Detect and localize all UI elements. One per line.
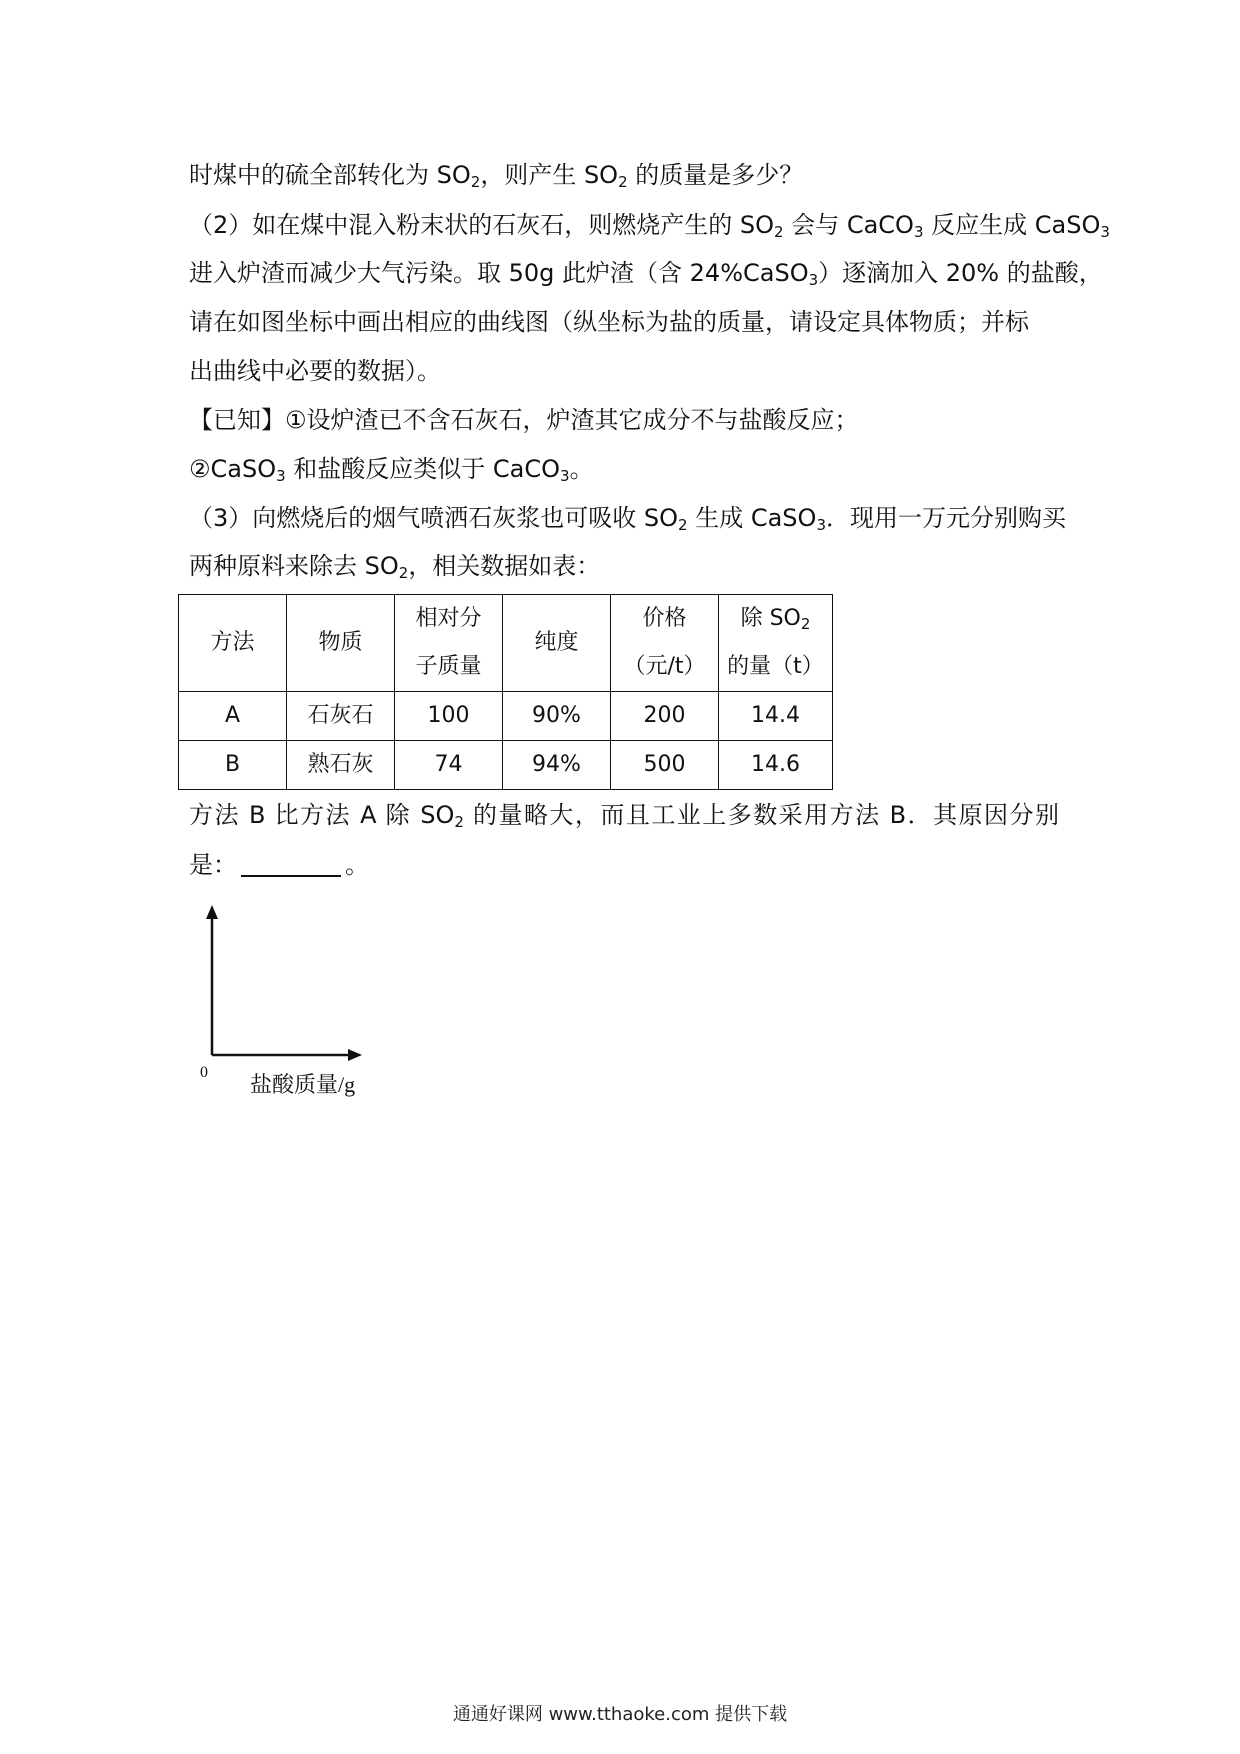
- text-run: ，相关数据如表：: [408, 552, 601, 580]
- text-run: ）逐滴加入 20% 的盐酸，: [818, 259, 1103, 287]
- subscript: 2: [470, 173, 481, 191]
- subscript: 2: [398, 564, 409, 582]
- text-run: （3）向燃烧后的烟气喷洒石灰浆也可吸收 SO: [189, 504, 679, 532]
- header-price: 价格 （元/t）: [611, 595, 719, 692]
- question-2-line-1: [189, 210, 1110, 241]
- table-cell: 熟石灰: [287, 741, 395, 790]
- x-axis-label: 盐酸质量/g: [250, 1072, 356, 1097]
- text-run: （2）如在煤中混入粉末状的石灰石，则燃烧产生的 SO: [189, 211, 775, 239]
- origin-label: 0: [200, 1064, 208, 1081]
- header-substance: 物质: [287, 595, 395, 692]
- text-run: 。: [345, 851, 369, 879]
- table-cell: 石灰石: [287, 692, 395, 741]
- answer-blank[interactable]: [241, 849, 341, 877]
- known-condition-1: 【已知】①设炉渣已不含石灰石，炉渣其它成分不与盐酸反应；: [189, 406, 859, 434]
- subscript: 3: [816, 516, 826, 534]
- blank-coordinate-axes: [190, 905, 390, 1105]
- text-run: 是：: [189, 851, 237, 879]
- question-2-line-4: 出曲线中必要的数据）。: [189, 357, 441, 385]
- text-run: 方法 B 比方法 A 除 SO: [189, 801, 455, 829]
- subscript: 3: [276, 467, 286, 485]
- text-run: 的量略大，而且工业上多数采用方法 B．其原因分别: [463, 801, 1059, 829]
- header-method: 方法: [179, 595, 287, 692]
- text-run: 进入炉渣而减少大气污染。取 50g 此炉渣（含 24%CaSO: [189, 259, 809, 287]
- known-condition-2: [189, 454, 1059, 484]
- x-axis-arrow: [348, 1049, 362, 1061]
- table-row: [179, 741, 833, 790]
- subscript: 2: [774, 223, 784, 241]
- table-cell: B: [179, 741, 287, 790]
- text-run: 反应生成 CaSO: [923, 211, 1101, 239]
- table-cell: 14.4: [719, 692, 833, 741]
- header-purity: 纯度: [503, 595, 611, 692]
- question-3-line-1: [189, 503, 1066, 534]
- y-axis-arrow: [206, 905, 218, 919]
- text-run: 的质量是多少？: [627, 161, 804, 189]
- table-cell: 500: [611, 741, 719, 790]
- table-cell: 200: [611, 692, 719, 741]
- text-run: 时煤中的硫全部转化为 SO: [189, 161, 471, 189]
- question-3-line-3: [189, 800, 1059, 830]
- table-cell: A: [179, 692, 287, 741]
- table-cell: 14.6: [719, 741, 833, 790]
- text-run: 两种原料来除去 SO: [189, 552, 399, 580]
- subscript: 2: [618, 173, 628, 191]
- text-run: ②CaSO: [189, 455, 277, 483]
- text-run: 。: [569, 455, 594, 483]
- subscript: 2: [454, 813, 464, 831]
- table-cell: 90%: [503, 692, 611, 741]
- subscript: 3: [560, 467, 570, 485]
- table-cell: 74: [395, 741, 503, 790]
- table-cell: 94%: [503, 741, 611, 790]
- text-run: ．现用一万元分别购买: [825, 504, 1066, 532]
- question-3-line-2: [189, 551, 1059, 581]
- text-run: 生成 CaSO: [687, 504, 817, 532]
- subscript: 3: [913, 223, 924, 241]
- text-run: ，则产生 SO: [480, 161, 619, 189]
- data-table: [178, 594, 833, 790]
- question-2-line-3: 请在如图坐标中画出相应的曲线图（纵坐标为盐的质量，请设定具体物质；并标: [189, 308, 1029, 336]
- subscript: 3: [808, 271, 819, 289]
- question-2-line-2: [189, 258, 1103, 289]
- page-footer: 通通好课网 www.tthaoke.com 提供下载: [452, 1704, 788, 1725]
- question-text-line-1: [189, 160, 1059, 190]
- text-run: 和盐酸反应类似于 CaCO: [285, 455, 561, 483]
- subscript: 3: [1100, 223, 1110, 241]
- text-run: 会与 CaCO: [783, 211, 914, 239]
- answer-line: [189, 849, 1059, 880]
- table-header-row: [179, 595, 833, 692]
- table-row: [179, 692, 833, 741]
- header-so2-removed: 除 $SO_2$ 的量（t）: [719, 595, 833, 692]
- subscript: 2: [678, 516, 688, 534]
- header-molar-mass: 相对分 子质量: [395, 595, 503, 692]
- table-cell: 100: [395, 692, 503, 741]
